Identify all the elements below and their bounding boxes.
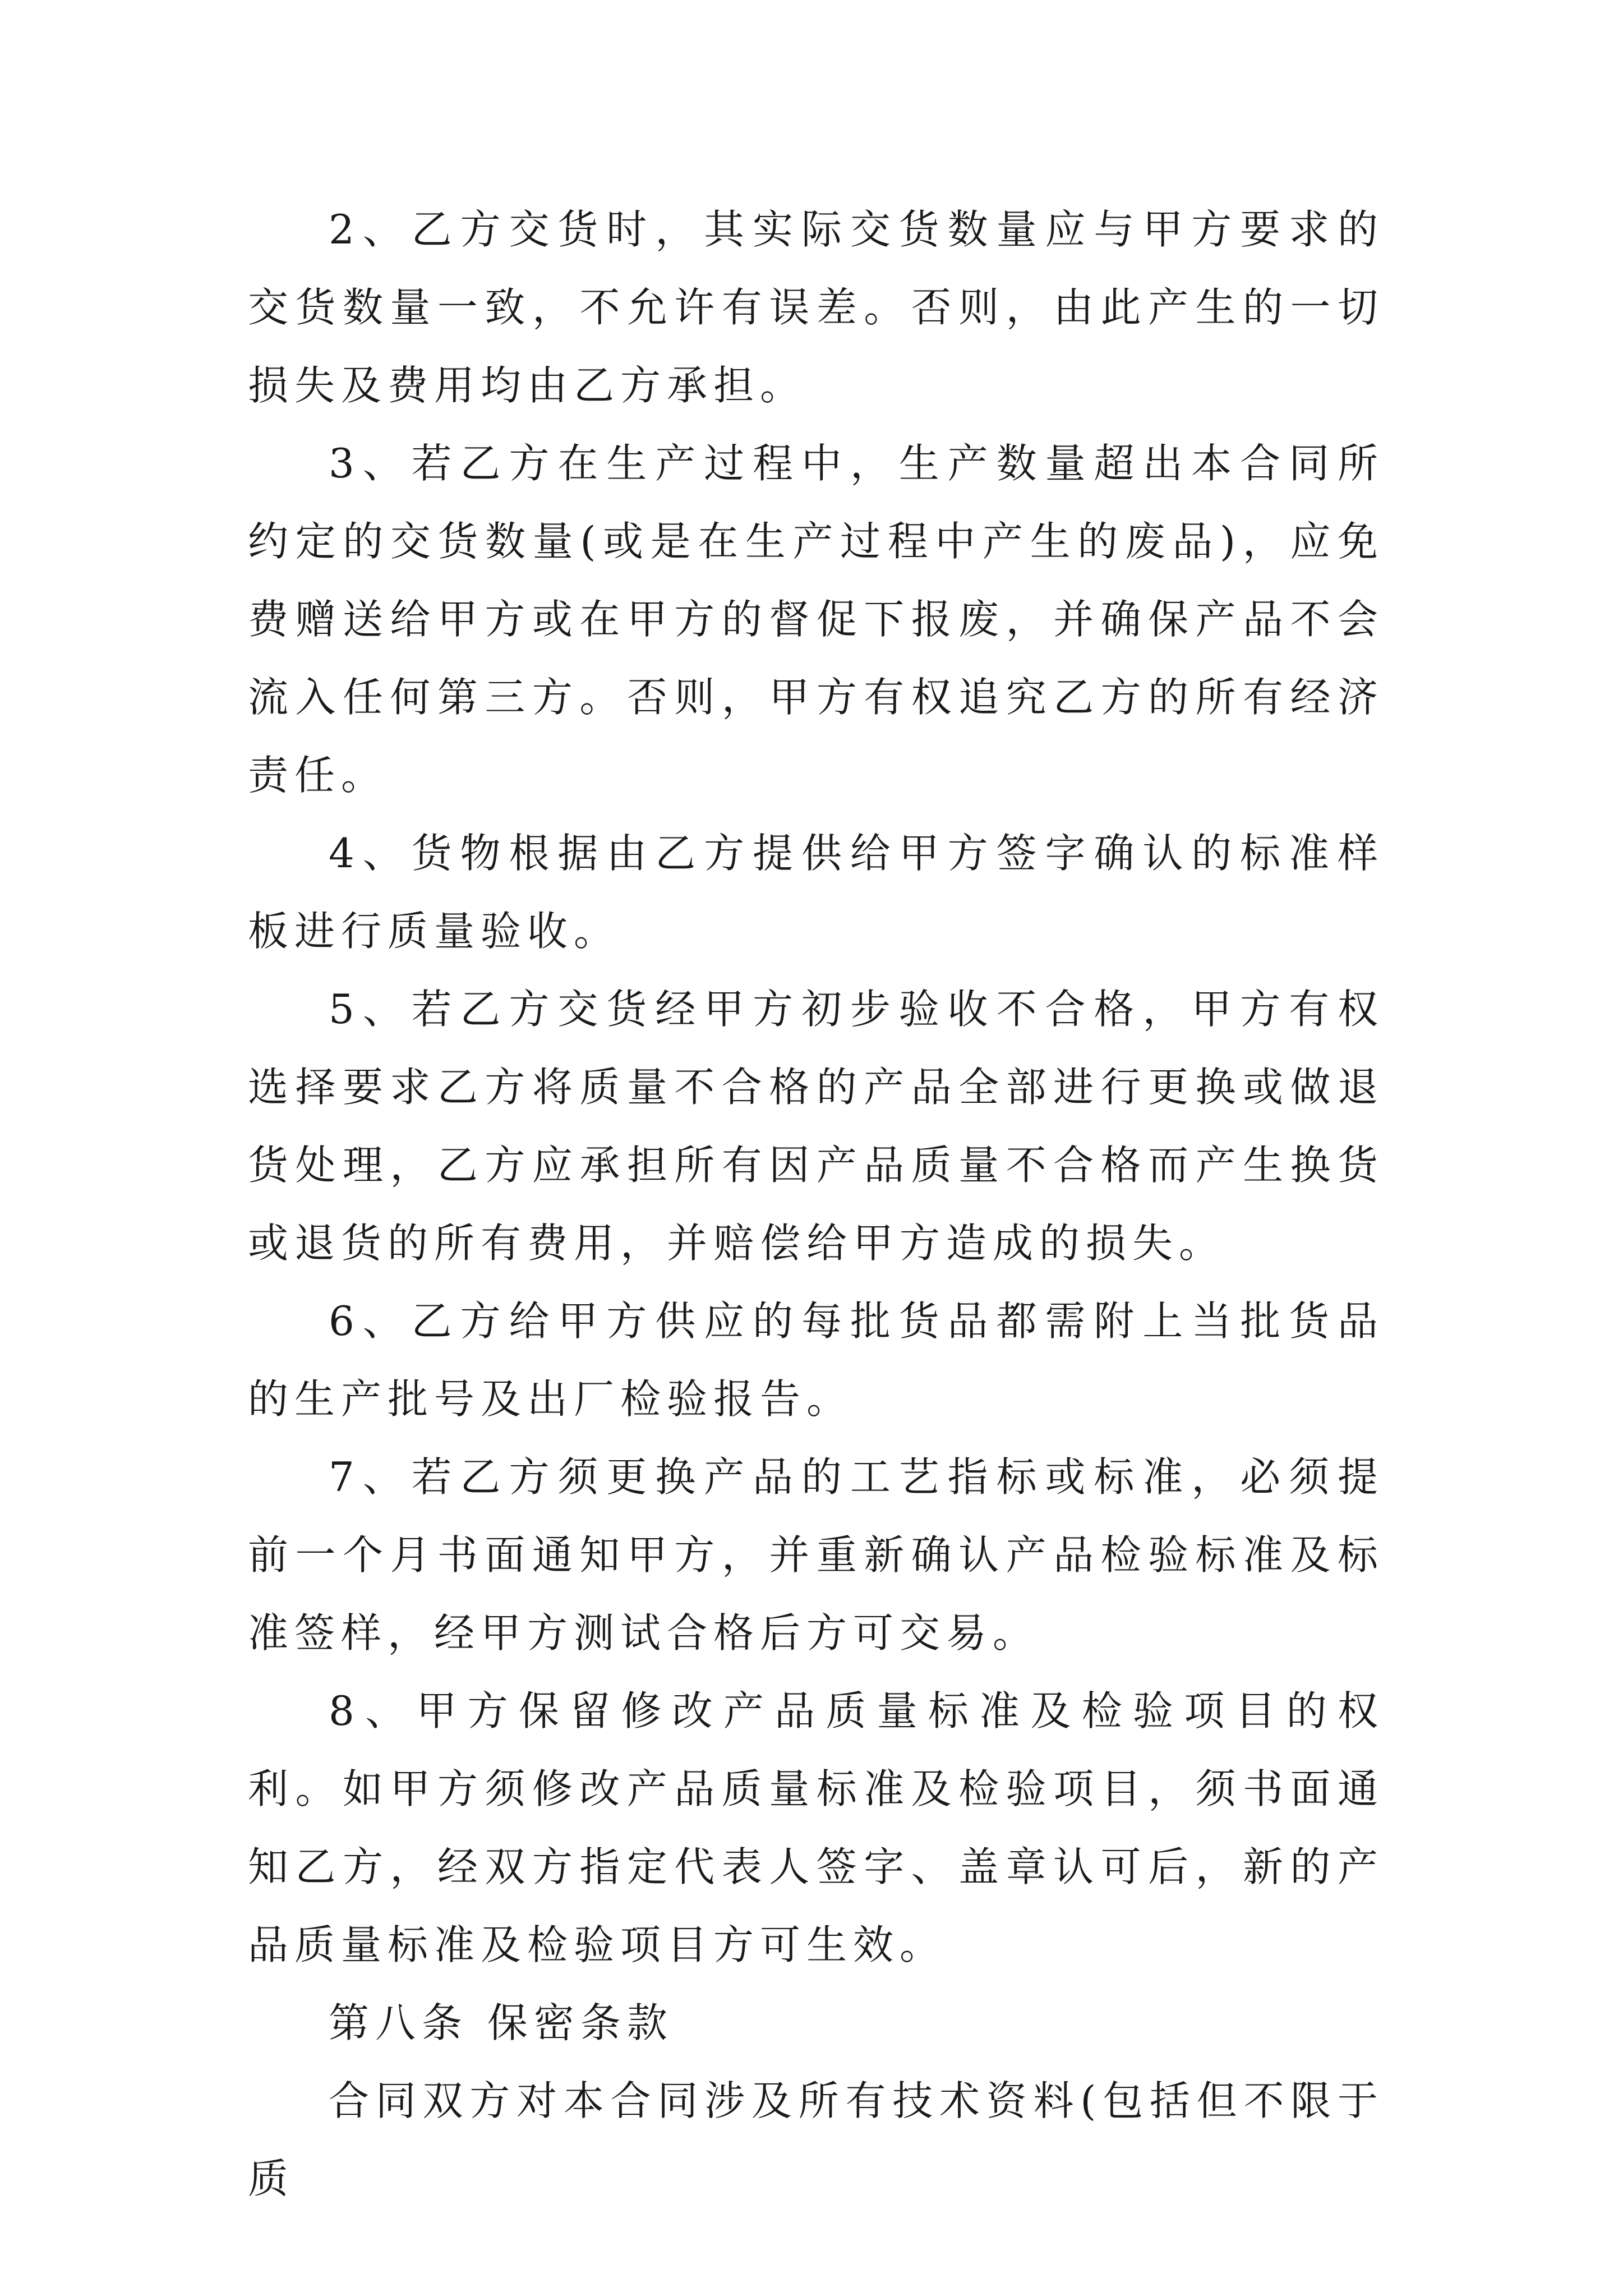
clause-3-paragraph: 3、若乙方在生产过程中，生产数量超出本合同所约定的交货数量(或是在生产过程中产生的废品)，应免费赠送给甲方或在甲方的督促下报废，并确保产品不会流入任何第三方。否则，甲方有权追究乙方的所有经济责任。 <box>248 440 1384 799</box>
clause-5-paragraph: 5、若乙方交货经甲方初步验收不合格，甲方有权选择要求乙方将质量不合格的产品全部进行更换或做退货处理，乙方应承担所有因产品质量不合格而产生换货或退货的所有费用，并赔偿给甲方造成的损失。 <box>248 986 1384 1267</box>
clause-4-paragraph: 4、货物根据由乙方提供给甲方签字确认的标准样板进行质量验收。 <box>248 830 1384 955</box>
clause-2-paragraph: 2、乙方交货时，其实际交货数量应与甲方要求的交货数量一致，不允许有误差。否则，由此产生的一切损失及费用均由乙方承担。 <box>248 206 1384 409</box>
clause-7-paragraph: 7、若乙方须更换产品的工艺指标或标准，必须提前一个月书面通知甲方，并重新确认产品检验标准及标准签样，经甲方测试合格后方可交易。 <box>248 1453 1384 1657</box>
section-heading-article-8: 第八条 保密条款 <box>329 1999 674 2046</box>
confidentiality-paragraph: 合同双方对本合同涉及所有技术资料(包括但不限于质 <box>248 2077 1384 2202</box>
clause-6-paragraph: 6、乙方给甲方供应的每批货品都需附上当批货品的生产批号及出厂检验报告。 <box>248 1297 1384 1423</box>
document-body <box>248 191 1384 2218</box>
clause-8-paragraph: 8、甲方保留修改产品质量标准及检验项目的权利。如甲方须修改产品质量标准及检验项目，须书面通知乙方，经双方指定代表人签字、盖章认可后，新的产品质量标准及检验项目方可生效。 <box>248 1687 1384 1968</box>
